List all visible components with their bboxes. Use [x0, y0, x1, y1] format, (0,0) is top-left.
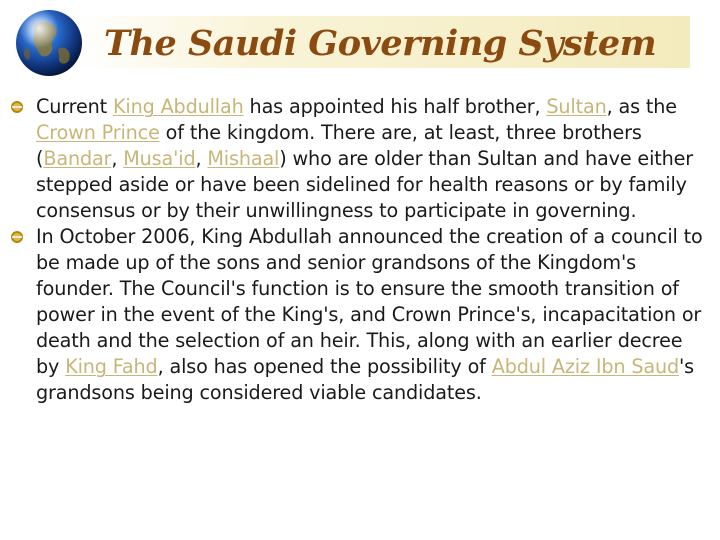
bullet-text	[36, 225, 703, 404]
link-abdul-aziz-ibn-saud[interactable]: Abdul Aziz Ibn Saud	[491, 355, 680, 378]
bullet-text-run: ,	[111, 147, 124, 170]
bullet-text-run: Current	[36, 95, 113, 118]
link-crown-prince[interactable]: Crown Prince	[36, 121, 160, 144]
bullet-text-run: , as the	[606, 95, 677, 118]
slide-title: The Saudi Governing System	[104, 23, 657, 64]
link-bandar[interactable]: Bandar	[43, 147, 112, 170]
bullet-text-run: 's grandsons being considered viable candidates.	[36, 355, 695, 404]
slide-body	[8, 94, 708, 406]
link-sultan[interactable]: Sultan	[546, 95, 607, 118]
bullet-disc-icon	[10, 100, 24, 114]
link-mishaal[interactable]: Mishaal	[207, 147, 280, 170]
bullet-text-run: In October 2006, King Abdullah announced the creation of a council to be made up of the sons and senior grandsons of the Kingdom's founder. The Council's function is to ensure the smooth transition of power in the event of the King's, and Crown Prince's, incapacitation or death and the selection of an heir. This, along with an earlier decree by	[36, 225, 703, 378]
link-king-fahd[interactable]: King Fahd	[65, 355, 158, 378]
bullet-text-run: ,	[195, 147, 208, 170]
bullet-text	[36, 95, 693, 222]
globe-icon	[14, 8, 84, 78]
bullet-item	[8, 224, 708, 406]
bullet-text-run: has appointed his half brother,	[243, 95, 547, 118]
bullet-text-run: , also has opened the possibility of	[157, 355, 492, 378]
bullet-text-run: ) who are older than Sultan and have either stepped aside or have been sidelined for health reasons or by family consensus or by their unwillingness to participate in governing.	[36, 147, 694, 222]
bullet-item	[8, 94, 708, 224]
link-king-abdullah[interactable]: King Abdullah	[112, 95, 244, 118]
link-musa-id[interactable]: Musa'id	[123, 147, 196, 170]
bullet-text-run: of the kingdom. There are, at least, three brothers (	[36, 121, 642, 170]
bullet-disc-icon	[10, 230, 24, 244]
